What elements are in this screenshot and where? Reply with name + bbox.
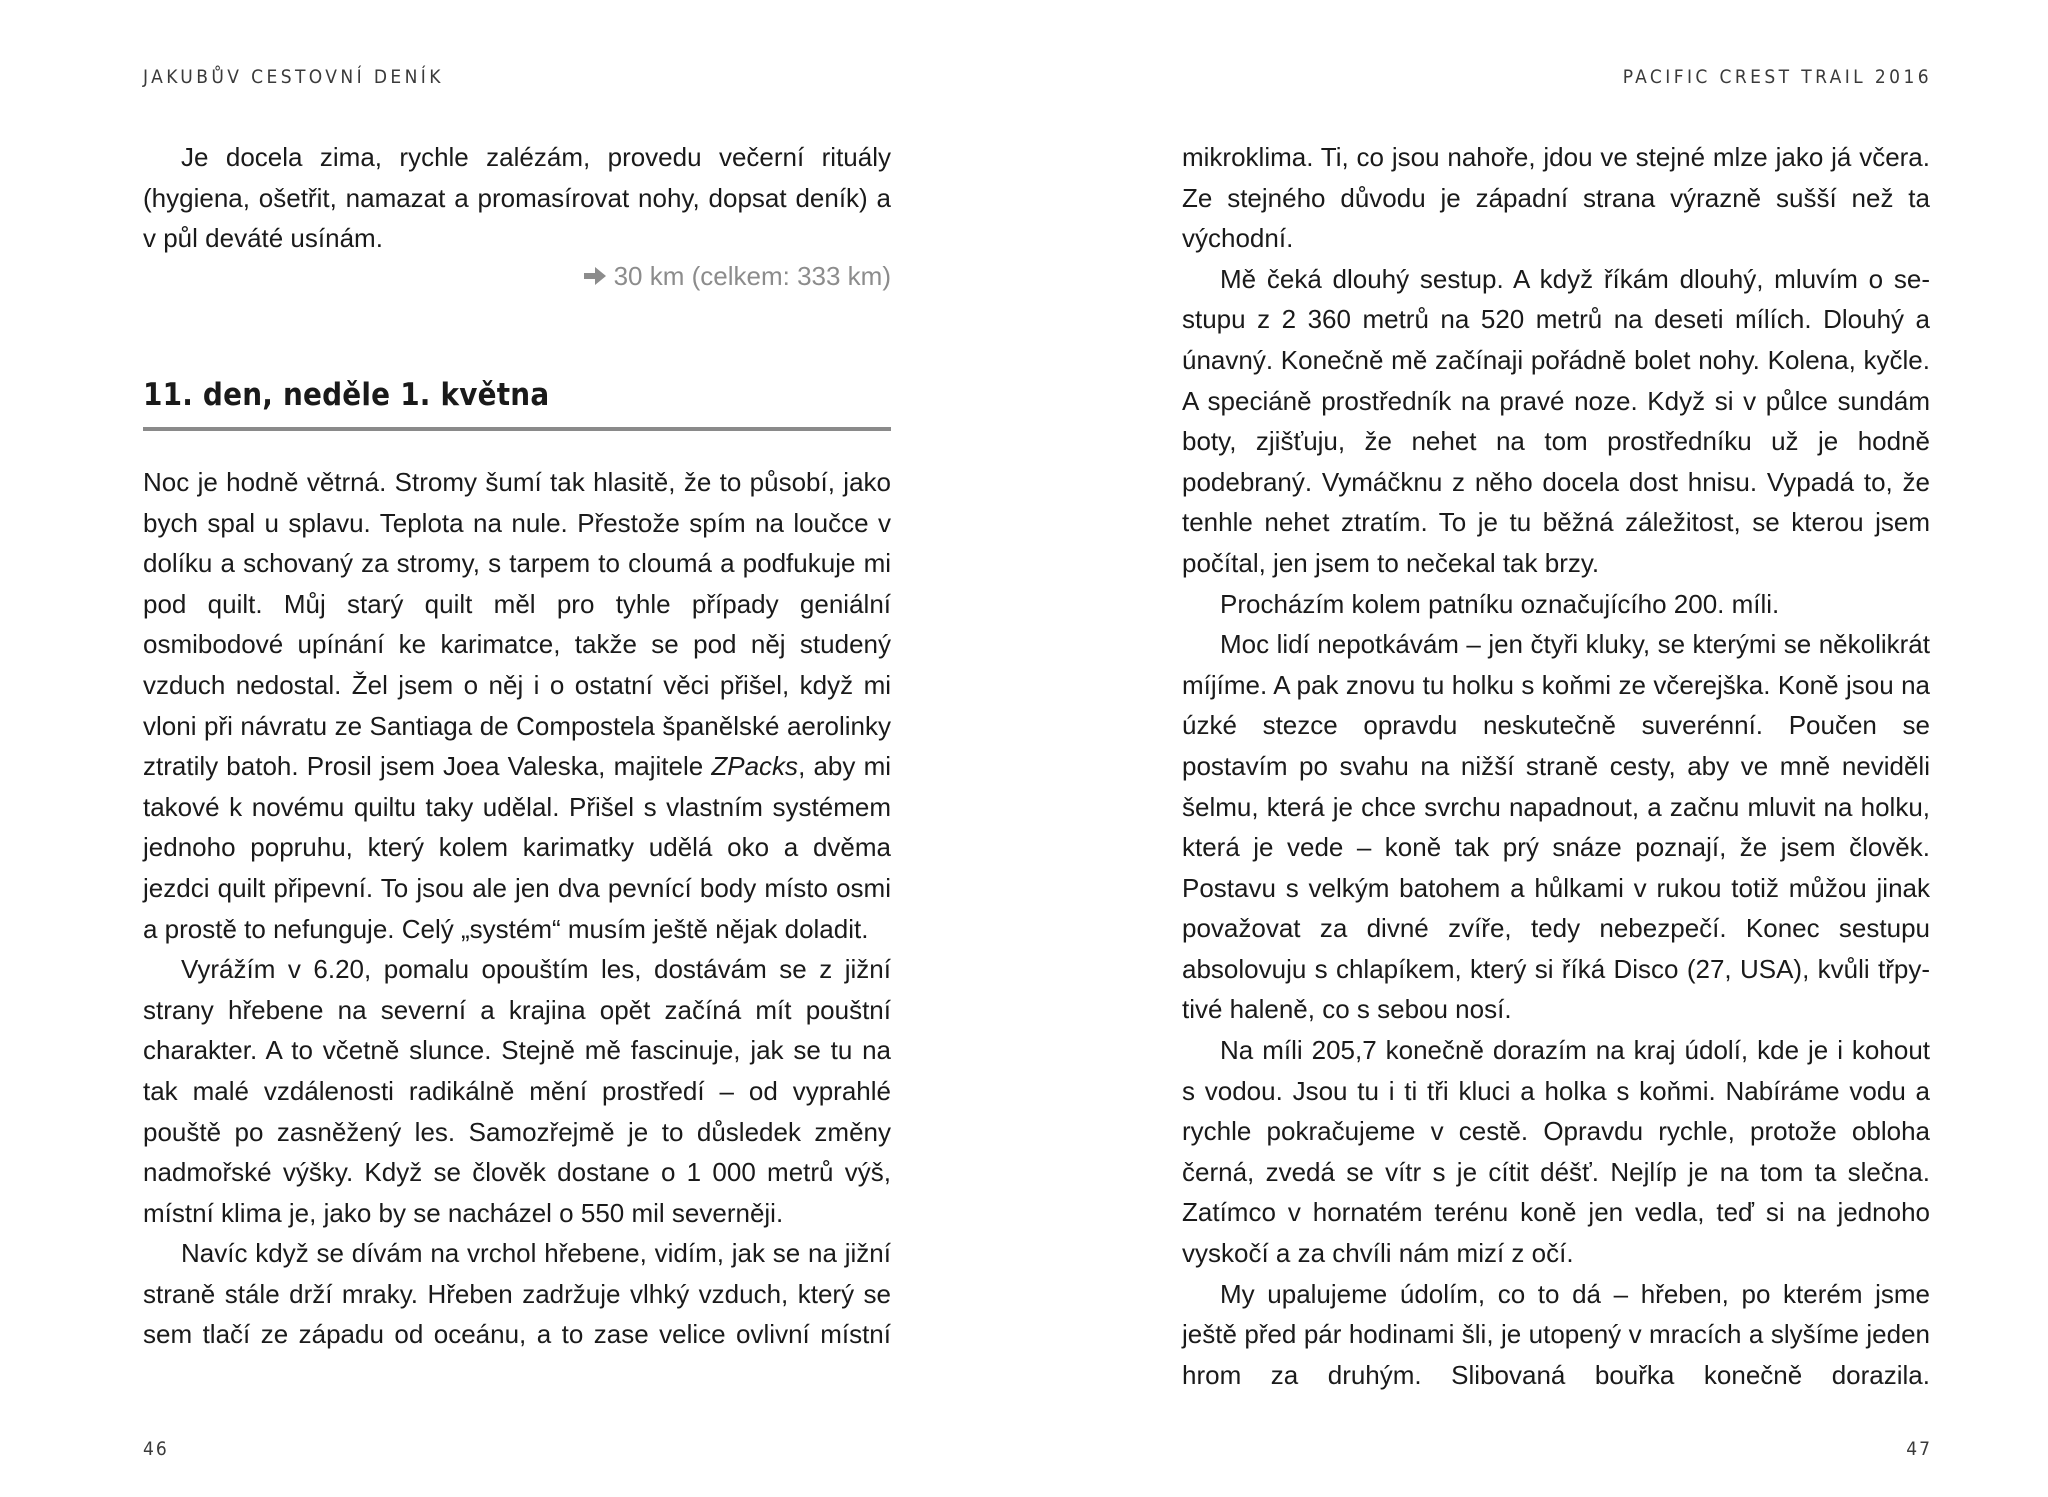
paragraph-text: Noc je hodně větrná. Stromy šumí tak hlasitě, že to působí, jako bych spal u splavu. Teplota na nule. Přestože spím na loučce v dolíku a schovaný za stromy, s tarpem to cloumá a podfukuje mi pod quilt. Můj starý quilt měl pro tyhle případy geniální osmibodové upínání ke karimatce, takže se pod něj studený vzduch nedostal. Žel jsem o něj i o ostatní věci přišel, když mi vloni při návratu ze Santiaga de Compostela španělské aerolinky ztratily batoh. Prosil jsem Joea Valeska, majitele [143,467,891,782]
paragraph: Procházím kolem patníku označujícího 200. míli. [1220,588,1780,619]
distance-note [143,261,891,292]
paragraph: mikroklima. Ti, co jsou nahoře, jdou ve stejné mlze jako já včera. Ze stejného důvodu je západní strana výrazně sušší než ta východní. [1182,142,1930,254]
running-head-right: PACIFIC CREST TRAIL 2016 [1622,66,1932,88]
paragraph: Moc lidí nepotkávám – jen čtyři kluky, se kterými se několikrát míjíme. A pak znovu tu holku s koňmi ze včerejška. Koně jsou na úzké stezce opravdu neskutečně suverénní. Poučen se postavím po svahu na nižší straně cesty, aby ve mně neviděli šelmu, která je chce svrchu napadnout, a začnu mluvit na holku, která je vede – koně tak prý snáze poznají, že jsem člověk. Postavu s velkým batohem a hůlkami v rukou totiž můžou jinak považovat za divné zvíře, tedy nebezpečí. Konec sestupu absolovuju s chlapíkem, který si říká Disco (27, USA), kvůli třpytivé haleně, co s sebou nosí. [1182,629,1930,1025]
left-main-text [143,462,891,1355]
paragraph: Vyrážím v 6.20, pomalu opouštím les, dostávám se z jižní strany hřebene na severní a krajina opět začíná mít pouštní charakter. A to včetně slunce. Stejně mě fascinuje, jak se tu na tak malé vzdálenosti radikálně mění prostředí – od vyprahlé pouště po zasněžený les. Samozřejmě je to důsledek změny nadmořské výšky. Když se člověk dostane o 1 000 metrů výš, místní klima je, jako by se nacházel o 550 mil severněji. [143,954,891,1228]
distance-text: 30 km (celkem: 333 km) [613,261,891,291]
section-heading [143,375,891,431]
top-paragraph: Je docela zima, rychle zalézám, provedu večerní rituály (hygiena, ošetřit, namazat a promasírovat nohy, dopsat deník) a v půl deváté usínám. [143,142,891,254]
page-number-right: 47 [1906,1438,1932,1460]
paragraph: My upalujeme údolím, co to dá – hřeben, po kterém jsme ještě před pár hodinami šli, je utopený v mracích a slyšíme jeden hrom za druhým. Slibovaná bouřka konečně dorazila. [1182,1278,1930,1390]
paragraph [143,462,891,949]
right-page [1024,0,2048,1497]
paragraph: Na míli 205,7 konečně dorazím na kraj údolí, kde je i kohout s vodou. Jsou tu i ti tři kluci a holka s koňmi. Nabíráme vodu a rychle pokračujeme v cestě. Opravdu rychle, protože obloha černá, zvedá se vítr s je cítit déšť. Nejlíp je na tom ta slečna. Zatímco v hornatém terénu koně jen vedla, teď si na jednoho vyskočí a za chvíli nám mizí z očí. [1182,1035,1930,1269]
page-number-left: 46 [143,1438,169,1460]
right-arrow-icon [584,261,606,292]
paragraph: Navíc když se dívám na vrchol hřebene, vidím, jak se na jižní straně stále drží mraky. Hřeben zadržuje vlhký vzduch, který se sem tlačí ze západu od oceánu, a to zase velice ovlivní místní [143,1238,891,1350]
paragraph: Mě čeká dlouhý sestup. A když říkám dlouhý, mluvím o sestupu z 2 360 metrů na 520 metrů na deseti mílích. Dlouhý a únavný. Konečně mě začínaji pořádně bolet nohy. Kolena, kyčle. A speciáně prostředník na pravé noze. Když si v půlce sundám boty, zjišťuju, že nehet na tom prostředníku už je hodně podebraný. Vymáčknu z něho docela dost hnisu. Vypadá to, že tenhle nehet ztratím. To je tu běžná záležitost, se kterou jsem počítal, jen jsem to nečekal tak brzy. [1182,263,1930,578]
right-main-text [1182,137,1930,1395]
top-text-block [143,137,891,259]
section-title: 11. den, neděle 1. května [143,377,550,413]
paragraph-text: , aby mi takové k novému quiltu taky udělal. Přišel s vlastním systémem jednoho popruhu, který kolem karimatky udělá oko a dvěma jezdci quilt připevní. To jsou ale jen dva pevnící body místo osmi a prostě to nefunguje. Celý „systém“ musím ještě nějak doladit. [143,751,892,944]
italic-brand: ZPacks [711,751,799,782]
running-head-left: JAKUBŮV CESTOVNÍ DENÍK [143,66,444,88]
heading-rule [143,427,891,431]
